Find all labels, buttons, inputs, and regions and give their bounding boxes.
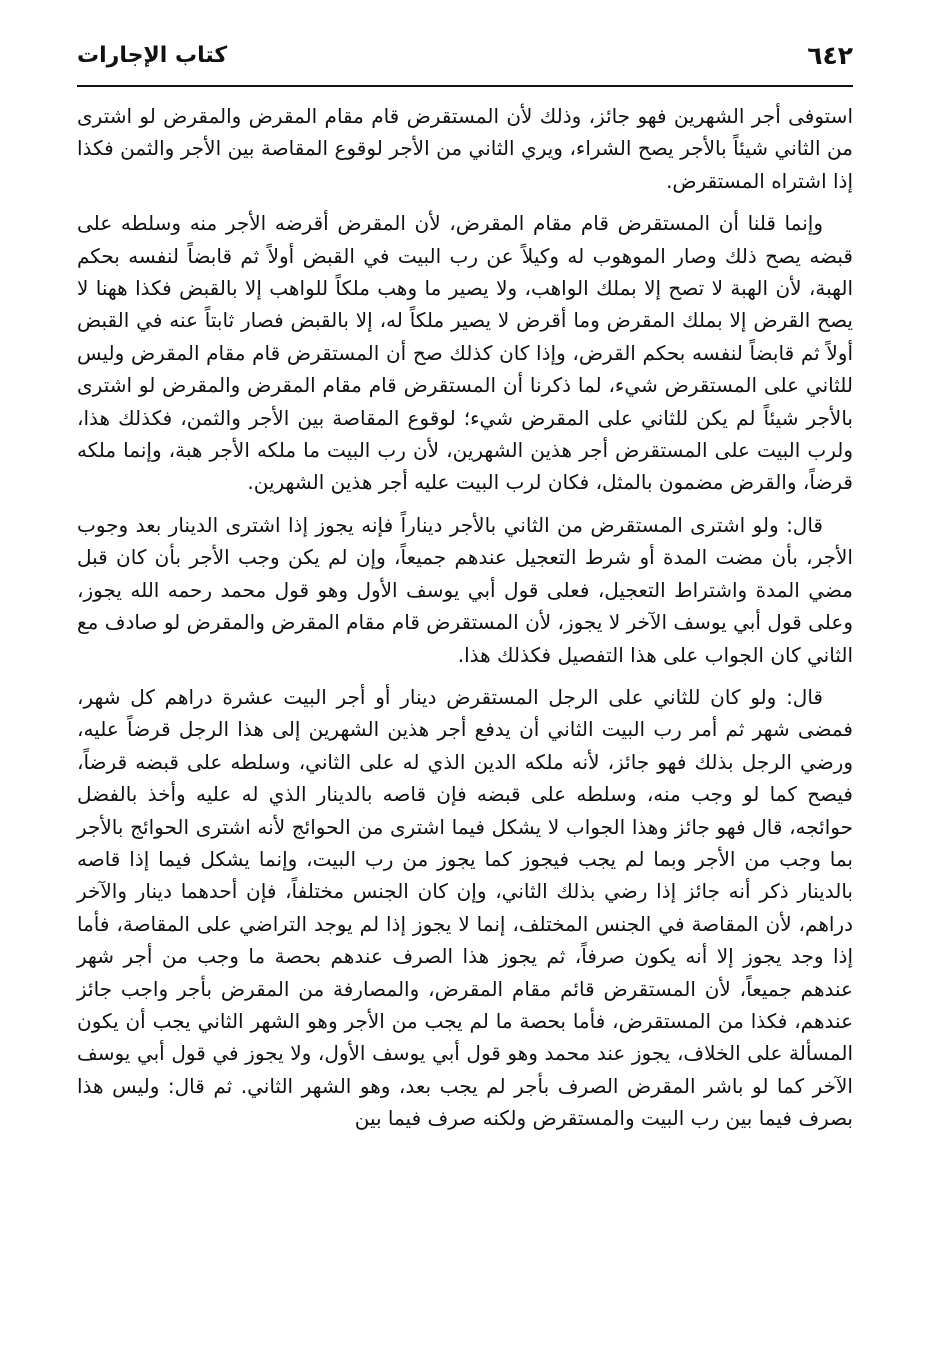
page-header (77, 36, 853, 76)
running-title: كتاب الإجارات (77, 43, 228, 68)
page-number: ٦٤٢ (807, 41, 853, 70)
body-text (77, 100, 853, 1135)
paragraph: استوفى أجر الشهرين فهو جائز، وذلك لأن المستقرض قام مقام المقرض والمقرض لو اشترى من الثاني شيئاً بالأجر يصح الشراء، ويري الثاني من الأجر لوقوع المقاصة بين الأجر والثمن فكذا إذا اشتراه المستقرض. (77, 104, 853, 193)
header-rule (77, 85, 853, 87)
paragraph: قال: ولو كان للثاني على الرجل المستقرض دينار أو أجر البيت عشرة دراهم كل شهر، فمضى شهر ثم أمر رب البيت الثاني أن يدفع أجر هذين الشهرين إلى هذا الرجل قرضاً عليه، ورضي الرجل بذلك فهو جائز، لأنه ملكه الدين الذي له على الثاني، وسلطه على قبضه قرضاً، فيصح كما لو وجب منه، وسلطه على قبضه فإن قاصه بالدينار الذي له عليه وأخذ بالفضل حوائجه، قال فهو جائز وهذا الجواب لا يشكل فيما اشترى من الحوائج لأنه اشترى الحوائج بالأجر بما وجب من الأجر وبما لم يجب فيجوز كما يجوز من رب البيت، وإنما يشكل فيما إذا قاصه بالدينار ذكر أنه جائز إذا رضي بذلك الثاني، وإن كان الجنس مختلفاً، فإن أحدهما دينار والآخر دراهم، لأن المقاصة في الجنس المختلف، إنما لا يجوز إذا لم يوجد التراضي على المقاصة، فأما إذا وجد يجوز إلا أنه يكون صرفاً، ثم يجوز هذا الصرف عندهم بحصة ما وجب من أجر شهر عندهم جميعاً، لأن المستقرض قائم مقام المقرض، والمصارفة من المقرض بأجر واجب جائز عندهم، فكذا من المستقرض، فأما بحصة ما لم يجب من الأجر وهو الشهر الثاني يجب أن يكون المسألة على الخلاف، يجوز عند محمد وهو قول أبي يوسف الأول، ولا يجوز في قول أبي يوسف الآخر كما لو باشر المقرض الصرف بأجر لم يجب بعد، وهو الشهر الثاني. ثم قال: وليس هذا بصرف فيما بين رب البيت والمستقرض ولكنه صرف فيما بين (77, 684, 853, 1131)
paragraph: قال: ولو اشترى المستقرض من الثاني بالأجر ديناراً فإنه يجوز إذا اشترى الدينار بعد وجوب الأجر، بأن مضت المدة أو شرط التعجيل عندهم جميعاً، وإن لم يكن وجب الأجر بأن كان قبل مضي المدة واشتراط التعجيل، فعلى قول أبي يوسف الأول وهو قول محمد رحمه الله يجوز، وعلى قول أبي يوسف الآخر لا يجوز، لأن المستقرض قام مقام المقرض والمقرض لو صادف مع الثاني كان الجواب على هذا التفصيل فكذلك هذا. (77, 512, 853, 667)
paragraph: وإنما قلنا أن المستقرض قام مقام المقرض، لأن المقرض أقرضه الأجر منه وسلطه على قبضه يصح ذلك وصار الموهوب له وكيلاً عن رب البيت في القبض أولاً ثم قابضاً لنفسه بحكم الهبة، لأن الهبة لا تصح إلا بملك الواهب، ولا يصير ما وهب ملكاً للواهب إلا بالقبض فكذا ههنا لا يصح القرض إلا بملك المقرض وما أقرض لا يصير ملكاً له، إلا بالقبض فصار ثابتاً عنه في القبض أولاً ثم قابضاً لنفسه بحكم القرض، وإذا كان كذلك صح أن المستقرض قام مقام المقرض وليس للثاني على المستقرض شيء، لما ذكرنا أن المستقرض قام مقام المقرض والمقرض لو اشترى بالأجر شيئاً لم يكن للثاني على المقرض شيء؛ لوقوع المقاصة بين الأجر والثمن، فكذلك هذا، ولرب البيت على المستقرض أجر هذين الشهرين، لأن رب البيت ما ملكه الأجر هبة، وإنما ملكه قرضاً، والقرض مضمون بالمثل، فكان لرب البيت عليه أجر هذين الشهرين. (77, 211, 853, 495)
